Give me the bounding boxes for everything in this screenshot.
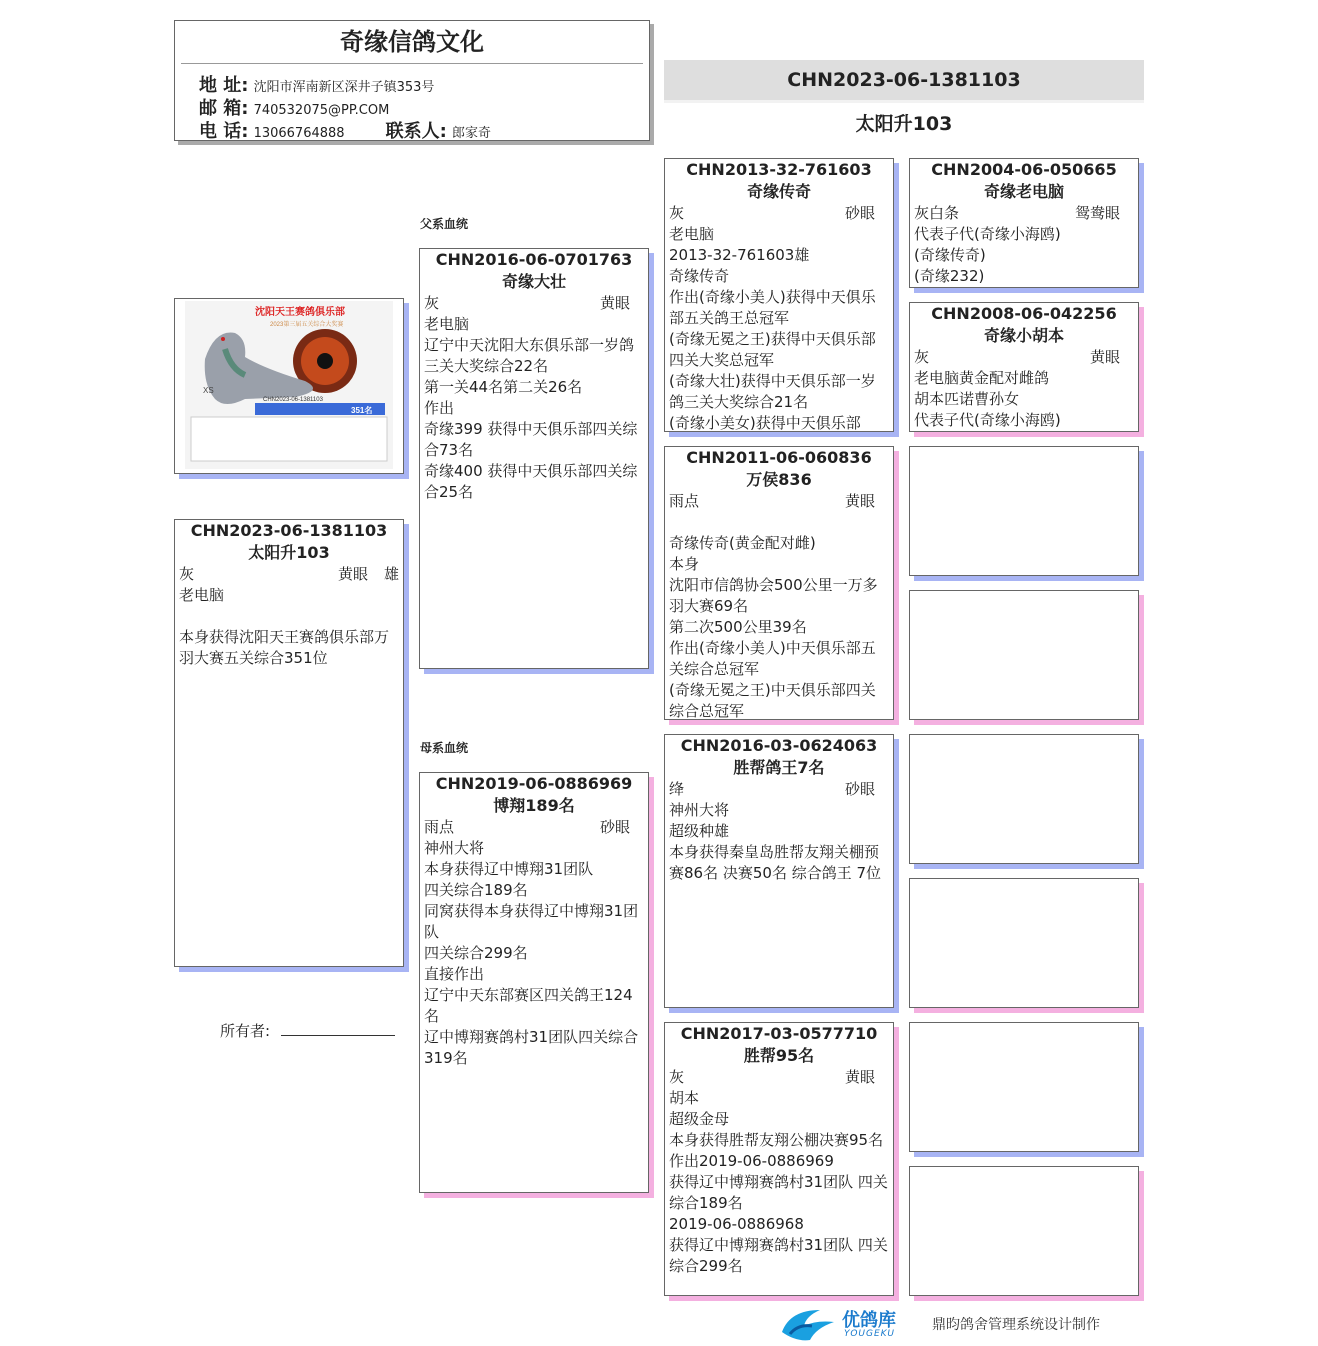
ds-eye: 砂眼 bbox=[844, 780, 875, 798]
top-name: 太阳升103 bbox=[855, 113, 953, 135]
top-ring-bar bbox=[664, 60, 1144, 103]
dsd-card-empty bbox=[909, 878, 1139, 1008]
photo-ring: CHN2023-06-1381103 bbox=[263, 397, 323, 403]
sire-dam-card bbox=[664, 446, 894, 720]
ssd-eye: 黄眼 bbox=[1089, 348, 1120, 366]
dam-name: 博翔189名 bbox=[493, 796, 575, 815]
footer-credit: 鼎昀鸽舍管理系统设计制作 bbox=[932, 1317, 1100, 1333]
sd-eye: 黄眼 bbox=[844, 492, 875, 510]
sdd-card-empty bbox=[909, 590, 1139, 720]
contact-value: 郎家奇 bbox=[451, 126, 491, 141]
sds-card-empty bbox=[909, 446, 1139, 576]
photo-table bbox=[191, 417, 387, 461]
owner-blank bbox=[281, 1035, 395, 1036]
dam-eye: 砂眼 bbox=[599, 818, 630, 836]
ss-eye: 砂眼 bbox=[844, 204, 875, 222]
ss-name: 奇缘传奇 bbox=[746, 182, 811, 201]
contact-label: 联系人: bbox=[385, 121, 447, 141]
eye-pupil bbox=[317, 353, 333, 369]
sire-eye: 黄眼 bbox=[599, 294, 630, 312]
ssd-ring: CHN2008-06-042256 bbox=[931, 304, 1117, 323]
address-label: 地 址: bbox=[199, 75, 249, 96]
dam-notes: 神州大将 本身获得辽中博翔31团队 四关综合189名 同窝获得本身获得辽中博翔31团队 四关综合299名 直接作出 辽宁中天东部赛区四关鸽王124名 辽中博翔赛鸽村31团队四关综合319名 bbox=[424, 839, 639, 1067]
sire-notes: 老电脑 辽宁中天沈阳大东俱乐部一岁鸽三关大奖综合22名 第一关44名第二关26名 作出 奇缘399 获得中天俱乐部四关综合73名 奇缘400 获得中天俱乐部四关综合25名 bbox=[424, 315, 638, 501]
ss-color: 灰 bbox=[669, 204, 685, 222]
sss-color: 灰白条 bbox=[914, 204, 960, 222]
header-card bbox=[174, 20, 650, 141]
sire-color: 灰 bbox=[424, 294, 440, 312]
sd-name: 万侯836 bbox=[746, 470, 812, 489]
dam-color: 雨点 bbox=[424, 818, 455, 836]
sd-attrs bbox=[665, 491, 893, 512]
subject-name: 太阳升103 bbox=[248, 543, 330, 562]
dd-ring: CHN2017-03-0577710 bbox=[680, 1024, 878, 1043]
brand-en: YOUGEKU bbox=[844, 1329, 896, 1339]
sss-card bbox=[909, 158, 1139, 288]
sss-ring: CHN2004-06-050665 bbox=[931, 160, 1117, 179]
subject-eye: 黄眼 bbox=[337, 565, 368, 583]
subject-attrs bbox=[175, 564, 403, 585]
phone-value: 13066764888 bbox=[253, 126, 345, 141]
title-divider bbox=[181, 63, 643, 64]
subject-sex: 雄 bbox=[383, 565, 399, 583]
dds-card-empty bbox=[909, 1022, 1139, 1152]
ds-notes: 神州大将 超级种雄 本身获得秦皇岛胜帮友翔关棚预赛86名 决赛50名 综合鸽王 7位 bbox=[669, 801, 882, 882]
photo-rank: 351名 bbox=[351, 406, 373, 415]
dd-eye: 黄眼 bbox=[844, 1068, 875, 1086]
subject-ring: CHN2023-06-1381103 bbox=[190, 521, 388, 540]
sire-line-label: 父系血统 bbox=[420, 217, 469, 231]
pigeon-photo bbox=[174, 298, 404, 474]
dam-dam-card bbox=[664, 1022, 894, 1296]
dam-attrs bbox=[420, 817, 648, 838]
ss-attrs bbox=[665, 203, 893, 224]
dd-color: 灰 bbox=[669, 1068, 685, 1086]
ds-ring: CHN2016-03-0624063 bbox=[680, 736, 878, 755]
dam-ring: CHN2019-06-0886969 bbox=[435, 774, 633, 793]
ssd-notes: 老电脑黄金配对雌鸽 胡本匹诺曹孙女 代表子代(奇缘小海鸥) bbox=[914, 369, 1061, 429]
sss-name: 奇缘老电脑 bbox=[983, 182, 1064, 201]
email-value: 740532075@PP.COM bbox=[253, 103, 390, 118]
owner-line bbox=[220, 1020, 395, 1041]
ssd-attrs bbox=[910, 347, 1138, 368]
contact-info bbox=[199, 75, 491, 141]
ds-name: 胜帮鸽王7名 bbox=[733, 758, 825, 777]
email-label: 邮 箱: bbox=[199, 98, 249, 119]
photo-banner: 沈阳天王赛鸽俱乐部 bbox=[255, 307, 345, 318]
dd-name: 胜帮95名 bbox=[743, 1046, 815, 1065]
ds-attrs bbox=[665, 779, 893, 800]
top-ring: CHN2023-06-1381103 bbox=[787, 69, 1021, 91]
address-value: 沈阳市浑南新区深井子镇353号 bbox=[253, 80, 435, 95]
phone-label: 电 话: bbox=[199, 121, 249, 141]
sss-notes: 代表子代(奇缘小海鸥) (奇缘传奇) (奇缘232) bbox=[914, 225, 1061, 285]
ssd-name: 奇缘小胡本 bbox=[983, 326, 1064, 345]
owner-label: 所有者: bbox=[220, 1022, 271, 1040]
sss-attrs bbox=[910, 203, 1138, 224]
brand-logo-icon bbox=[776, 1302, 840, 1344]
ds-color: 绛 bbox=[669, 780, 685, 798]
ssd-color: 灰 bbox=[914, 348, 930, 366]
sd-color: 雨点 bbox=[669, 492, 700, 510]
photo-logo: XS bbox=[203, 386, 214, 395]
footer bbox=[776, 1302, 1136, 1346]
ssd-card bbox=[909, 302, 1139, 432]
photo-graphic bbox=[175, 299, 403, 473]
sss-eye: 鸳鸯眼 bbox=[1074, 204, 1120, 222]
sd-ring: CHN2011-06-060836 bbox=[686, 448, 872, 467]
ss-ring: CHN2013-32-761603 bbox=[686, 160, 872, 179]
sire-attrs bbox=[420, 293, 648, 314]
dam-sire-card bbox=[664, 734, 894, 1008]
subject-notes: 老电脑 本身获得沈阳天王赛鸽俱乐部万羽大赛五关综合351位 bbox=[179, 586, 390, 667]
loft-title: 奇缘信鸽文化 bbox=[340, 28, 484, 56]
photo-sub: 2023第三届五关综合大奖赛 bbox=[270, 322, 344, 328]
dam-card bbox=[419, 772, 649, 1193]
ss-notes: 老电脑 2013-32-761603雄 奇缘传奇 作出(奇缘小美人)获得中天俱乐部五关鸽王总冠军 (奇缘无冕之王)获得中天俱乐部四关大奖总冠军 (奇缘大壮)获得中天俱乐部一岁鸽三关大奖综合21名 (奇缘小美女)获得中天俱乐部 bbox=[669, 225, 876, 432]
pigeon-eye bbox=[221, 337, 225, 341]
subject-color: 灰 bbox=[179, 565, 195, 583]
sire-ring: CHN2016-06-0701763 bbox=[435, 250, 633, 269]
sire-sire-card bbox=[664, 158, 894, 432]
sire-name: 奇缘大壮 bbox=[501, 272, 566, 291]
subject-card bbox=[174, 519, 404, 967]
dd-attrs bbox=[665, 1067, 893, 1088]
dam-line-label: 母系血统 bbox=[420, 741, 469, 755]
ddd-card-empty bbox=[909, 1166, 1139, 1296]
brand-name: 优鸽库 bbox=[842, 1310, 896, 1331]
dd-notes: 胡本 超级金母 本身获得胜帮友翔公棚决赛95名 作出2019-06-0886969 获得辽中博翔赛鸽村31团队 四关综合189名 2019-06-0886968 获得辽中博翔赛鸽村31团队 四关综合299名 bbox=[669, 1089, 888, 1275]
dss-card-empty bbox=[909, 734, 1139, 864]
sire-card bbox=[419, 248, 649, 669]
sd-notes: 奇缘传奇(黄金配对雌) 本身 沈阳市信鸽协会500公里一万多羽大赛69名 第二次500公里39名 作出(奇缘小美人)中天俱乐部五关综合总冠军 (奇缘无冕之王)中天俱乐部四关综合总冠军 bbox=[669, 534, 878, 720]
